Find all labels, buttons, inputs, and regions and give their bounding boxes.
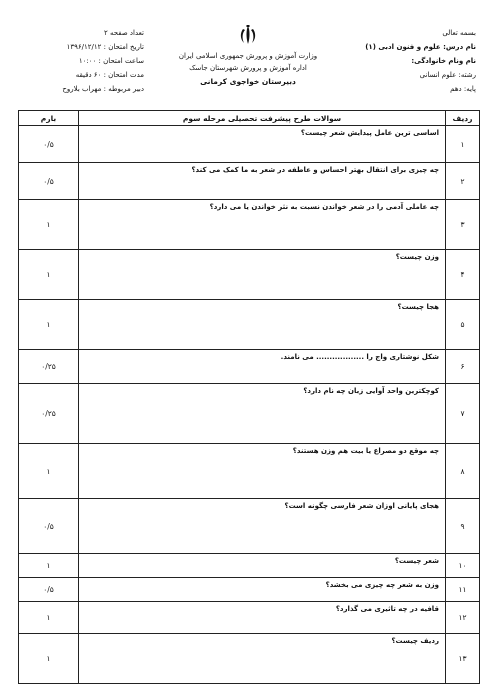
table-header-row xyxy=(19,111,480,126)
table-row xyxy=(19,634,480,684)
question-score: ۱ xyxy=(19,200,79,250)
exam-date: تاریخ امتحان : ۱۳۹۶/۱۲/۱۲ xyxy=(66,43,144,51)
exam-time-value: ۱۰:۰۰ xyxy=(78,57,97,65)
teacher: دبیر مربوطه : مهراب بلاروح xyxy=(62,85,144,93)
question-number: ۴ xyxy=(446,250,480,300)
question-score: ۰/۵ xyxy=(19,578,79,602)
question-number: ۱۱ xyxy=(446,578,480,602)
header-left xyxy=(24,26,144,96)
question-score: ۰/۲۵ xyxy=(19,350,79,384)
table-row xyxy=(19,126,480,163)
exam-duration-value: ۶۰ دقیقه xyxy=(75,71,102,79)
exam-date-value: ۱۳۹۶/۱۲/۱۲ xyxy=(66,43,102,51)
question-score: ۱ xyxy=(19,634,79,684)
question-score: ۱ xyxy=(19,250,79,300)
question-score: ۱ xyxy=(19,554,79,578)
exam-time-label: ساعت امتحان xyxy=(103,57,144,65)
field-of-study: رشته: علوم انسانی xyxy=(419,71,476,79)
exam-duration: مدت امتحان : ۶۰ دقیقه xyxy=(75,71,144,79)
question-number: ۱۰ xyxy=(446,554,480,578)
column-header-row-number: ردیف xyxy=(446,111,480,126)
question-text: ردیف چیست؟ xyxy=(79,634,446,684)
basmala: بسمه تعالی xyxy=(442,29,476,37)
table-row xyxy=(19,250,480,300)
question-score: ۰/۲۵ xyxy=(19,384,79,444)
question-score: ۱ xyxy=(19,602,79,634)
question-number: ۱۳ xyxy=(446,634,480,684)
question-text: شکل نوشتاری واج را .................. می نامند. xyxy=(79,350,446,384)
teacher-value: مهراب بلاروح xyxy=(62,85,102,93)
question-number: ۱ xyxy=(446,126,480,163)
table-row xyxy=(19,300,480,350)
iran-emblem-icon xyxy=(237,24,259,46)
question-text: چه چیزی برای انتقال بهتر احساس و عاطفه در شعر به ما کمک می کند؟ xyxy=(79,163,446,200)
table-row xyxy=(19,200,480,250)
question-number: ۵ xyxy=(446,300,480,350)
question-text: هجا چیست؟ xyxy=(79,300,446,350)
column-header-questions: سوالات طرح پیشرفت تحصیلی مرحله سوم xyxy=(79,111,446,126)
question-text: هجای پایانی اوزان شعر فارسی چگونه است؟ xyxy=(79,499,446,554)
header-center xyxy=(158,22,338,88)
table-row xyxy=(19,602,480,634)
question-text: کوچکترین واحد آوایی زبان چه نام دارد؟ xyxy=(79,384,446,444)
teacher-label: دبیر مربوطه xyxy=(108,85,144,93)
question-number: ۷ xyxy=(446,384,480,444)
table-row xyxy=(19,554,480,578)
question-score: ۱ xyxy=(19,300,79,350)
question-text: اساسی ترین عامل پیدایش شعر چیست؟ xyxy=(79,126,446,163)
table-row xyxy=(19,499,480,554)
table-row xyxy=(19,384,480,444)
exam-time: ساعت امتحان : ۱۰:۰۰ xyxy=(78,57,144,65)
question-number: ۱۲ xyxy=(446,602,480,634)
table-row xyxy=(19,163,480,200)
questions-table xyxy=(18,110,480,684)
student-name-field: نام ونام خانوادگی: xyxy=(411,57,476,65)
table-row xyxy=(19,444,480,499)
question-number: ۶ xyxy=(446,350,480,384)
table-row xyxy=(19,578,480,602)
question-text: چه عاملی آدمی را در شعر خواندن نسبت به نثر خواندن یا می دارد؟ xyxy=(79,200,446,250)
table-row xyxy=(19,350,480,384)
question-number: ۲ xyxy=(446,163,480,200)
question-score: ۰/۵ xyxy=(19,126,79,163)
exam-sheet xyxy=(18,22,480,684)
question-number: ۳ xyxy=(446,200,480,250)
school-name: دبیرستان خواجوی کرمانی xyxy=(200,77,296,86)
questions-body xyxy=(19,126,480,684)
ministry-name: وزارت آموزش و پرورش جمهوری اسلامی ایران xyxy=(178,52,318,60)
question-text: وزن به شعر چه چیزی می بخشد؟ xyxy=(79,578,446,602)
question-number: ۹ xyxy=(446,499,480,554)
exam-duration-label: مدت امتحان xyxy=(108,71,144,79)
course-name: نام درس: علوم و فنون ادبی (۱) xyxy=(365,43,476,51)
education-office: اداره آموزش و پرورش شهرستان جاسک xyxy=(189,64,307,72)
header-right xyxy=(346,26,476,96)
column-header-score: بارم xyxy=(19,111,79,126)
question-text: شعر چیست؟ xyxy=(79,554,446,578)
question-number: ۸ xyxy=(446,444,480,499)
question-text: چه موقع دو مصراع یا بیت هم وزن هستند؟ xyxy=(79,444,446,499)
exam-header xyxy=(18,22,480,102)
question-text: وزن چیست؟ xyxy=(79,250,446,300)
question-score: ۱ xyxy=(19,444,79,499)
question-text: قافیه در چه تاثیری می گذارد؟ xyxy=(79,602,446,634)
question-score: ۰/۵ xyxy=(19,499,79,554)
question-score: ۰/۵ xyxy=(19,163,79,200)
grade-level: پایه: دهم xyxy=(450,85,476,93)
page-count: تعداد صفحه ۲ xyxy=(103,29,144,37)
exam-date-label: تاریخ امتحان xyxy=(108,43,144,51)
